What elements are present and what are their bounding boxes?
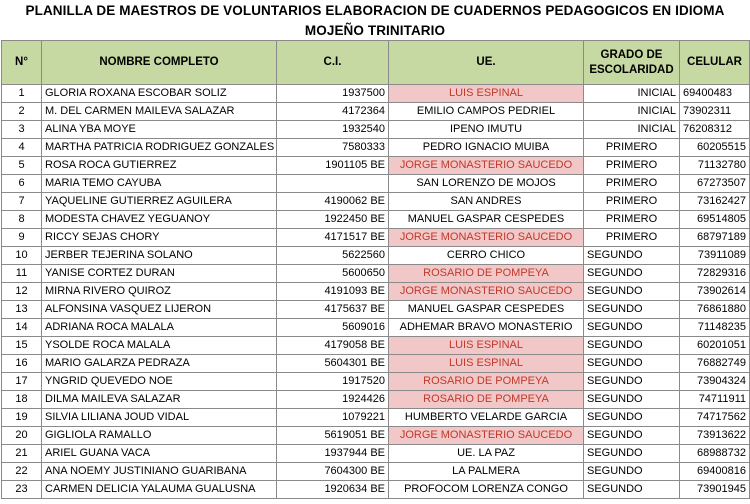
cell-grade: SEGUNDO [584,427,680,445]
cell-school: SAN ANDRES [389,193,584,211]
table-row [2,247,750,265]
cell-number: 12 [2,283,42,301]
cell-number: 9 [2,229,42,247]
cell-phone: 71148235 [680,319,750,337]
cell-phone: 76208312 [680,121,750,139]
cell-phone: 69400483 [680,85,750,103]
table-row [2,121,750,139]
cell-phone: 74711911 [680,391,750,409]
cell-phone: 71132780 [680,157,750,175]
cell-grade: SEGUNDO [584,481,680,499]
cell-school: JORGE MONASTERIO SAUCEDO [389,427,584,445]
cell-name: ROSA ROCA GUTIERREZ [42,157,277,175]
cell-school: PROFOCOM LORENZA CONGO [389,481,584,499]
cell-school: JORGE MONASTERIO SAUCEDO [389,229,584,247]
table-row [2,409,750,427]
cell-name: MODESTA CHAVEZ YEGUANOY [42,211,277,229]
cell-ci: 5609016 [277,319,389,337]
cell-phone: 69514805 [680,211,750,229]
cell-number: 19 [2,409,42,427]
cell-school: MANUEL GASPAR CESPEDES [389,211,584,229]
table-row [2,445,750,463]
cell-school: UE. LA PAZ [389,445,584,463]
cell-grade: SEGUNDO [584,301,680,319]
cell-ci: 1924426 [277,391,389,409]
cell-phone: 60205515 [680,139,750,157]
cell-grade: PRIMERO [584,175,680,193]
cell-ci: 4179058 BE [277,337,389,355]
cell-school: LUIS ESPINAL [389,85,584,103]
cell-ci: 5622560 [277,247,389,265]
cell-name: YANISE CORTEZ DURAN [42,265,277,283]
cell-grade: PRIMERO [584,229,680,247]
cell-grade: SEGUNDO [584,373,680,391]
cell-name: GLORIA ROXANA ESCOBAR SOLIZ [42,85,277,103]
cell-ci: 4175637 BE [277,301,389,319]
table-row [2,103,750,121]
header-name: NOMBRE COMPLETO [42,41,277,85]
cell-number: 16 [2,355,42,373]
cell-number: 23 [2,481,42,499]
cell-school: JORGE MONASTERIO SAUCEDO [389,157,584,175]
cell-ci: 1901105 BE [277,157,389,175]
header-school: UE. [389,41,584,85]
cell-number: 13 [2,301,42,319]
header-number: N° [2,41,42,85]
cell-name: MARIA TEMO CAYUBA [42,175,277,193]
cell-phone: 60201051 [680,337,750,355]
header-grade-line-1: GRADO DE [600,48,663,61]
cell-school: ADHEMAR BRAVO MONASTERIO [389,319,584,337]
table-row [2,229,750,247]
header-ci: C.I. [277,41,389,85]
cell-grade: SEGUNDO [584,445,680,463]
cell-name: SILVIA LILIANA JOUD VIDAL [42,409,277,427]
cell-school: ROSARIO DE POMPEYA [389,265,584,283]
cell-phone: 67273507 [680,175,750,193]
cell-number: 20 [2,427,42,445]
cell-ci: 1917520 [277,373,389,391]
cell-name: M. DEL CARMEN MAILEVA SALAZAR [42,103,277,121]
header-grade-line-2: ESCOLARIDAD [589,63,674,76]
cell-grade: PRIMERO [584,211,680,229]
cell-phone: 76861880 [680,301,750,319]
cell-name: JERBER TEJERINA SOLANO [42,247,277,265]
cell-ci: 5600650 [277,265,389,283]
cell-phone: 76882749 [680,355,750,373]
cell-grade: SEGUNDO [584,319,680,337]
table-row [2,481,750,499]
cell-ci: 1079221 [277,409,389,427]
table-row [2,337,750,355]
table-row [2,265,750,283]
cell-school: MANUEL GASPAR CESPEDES [389,301,584,319]
table-row [2,283,750,301]
table-row [2,391,750,409]
cell-phone: 73902311 [680,103,750,121]
cell-number: 1 [2,85,42,103]
cell-school: LUIS ESPINAL [389,355,584,373]
cell-number: 21 [2,445,42,463]
table-row [2,139,750,157]
cell-number: 3 [2,121,42,139]
cell-name: DILMA MAILEVA SALAZAR [42,391,277,409]
cell-phone: 73913622 [680,427,750,445]
cell-name: ALINA YBA MOYE [42,121,277,139]
table-row [2,463,750,481]
table-row [2,211,750,229]
cell-phone: 73901945 [680,481,750,499]
cell-ci: 1932540 [277,121,389,139]
cell-ci [277,175,389,193]
cell-number: 6 [2,175,42,193]
cell-ci: 4171517 BE [277,229,389,247]
cell-number: 4 [2,139,42,157]
cell-ci: 5604301 BE [277,355,389,373]
cell-name: ARIEL GUANA VACA [42,445,277,463]
cell-number: 5 [2,157,42,175]
cell-number: 10 [2,247,42,265]
cell-ci: 1922450 BE [277,211,389,229]
cell-name: YNGRID QUEVEDO NOE [42,373,277,391]
cell-school: IPENO IMUTU [389,121,584,139]
cell-grade: INICIAL [584,121,680,139]
cell-number: 7 [2,193,42,211]
cell-name: ADRIANA ROCA MALALA [42,319,277,337]
cell-grade: SEGUNDO [584,409,680,427]
cell-phone: 73902614 [680,283,750,301]
cell-name: YSOLDE ROCA MALALA [42,337,277,355]
cell-ci: 7580333 [277,139,389,157]
cell-name: GIGLIOLA RAMALLO [42,427,277,445]
cell-ci: 4190062 BE [277,193,389,211]
cell-school: PEDRO IGNACIO MUIBA [389,139,584,157]
cell-phone: 69400816 [680,463,750,481]
document-title [0,0,750,40]
header-phone: CELULAR [680,41,750,85]
cell-ci: 4191093 BE [277,283,389,301]
cell-school: LA PALMERA [389,463,584,481]
cell-number: 2 [2,103,42,121]
cell-school: EMILIO CAMPOS PEDRIEL [389,103,584,121]
cell-name: RICCY SEJAS CHORY [42,229,277,247]
cell-school: JORGE MONASTERIO SAUCEDO [389,283,584,301]
cell-grade: PRIMERO [584,139,680,157]
cell-grade: INICIAL [584,85,680,103]
table-row [2,193,750,211]
table-row [2,85,750,103]
cell-school: LUIS ESPINAL [389,337,584,355]
table-row [2,301,750,319]
cell-name: MARIO GALARZA PEDRAZA [42,355,277,373]
cell-name: YAQUELINE GUTIERREZ AGUILERA [42,193,277,211]
cell-phone: 73162427 [680,193,750,211]
cell-ci: 1937500 [277,85,389,103]
header-grade [584,41,680,85]
cell-school: HUMBERTO VELARDE GARCIA [389,409,584,427]
table-row [2,319,750,337]
cell-grade: SEGUNDO [584,247,680,265]
cell-name: MIRNA RIVERO QUIROZ [42,283,277,301]
table-row [2,175,750,193]
title-line-2: MOJEÑO TRINITARIO [304,23,446,38]
cell-ci: 1937944 BE [277,445,389,463]
teachers-table [1,40,750,499]
table-row [2,373,750,391]
cell-phone: 74717562 [680,409,750,427]
cell-grade: INICIAL [584,103,680,121]
cell-grade: PRIMERO [584,193,680,211]
cell-grade: SEGUNDO [584,355,680,373]
cell-phone: 73904324 [680,373,750,391]
cell-phone: 72829316 [680,265,750,283]
cell-number: 15 [2,337,42,355]
cell-school: ROSARIO DE POMPEYA [389,391,584,409]
cell-number: 17 [2,373,42,391]
cell-name: ALFONSINA VASQUEZ LIJERON [42,301,277,319]
table-header-row [2,41,750,85]
cell-school: SAN LORENZO DE MOJOS [389,175,584,193]
table-body [2,85,750,499]
cell-grade: SEGUNDO [584,265,680,283]
cell-number: 14 [2,319,42,337]
cell-name: ANA NOEMY JUSTINIANO GUARIBANA [42,463,277,481]
cell-grade: PRIMERO [584,157,680,175]
cell-ci: 5619051 BE [277,427,389,445]
cell-ci: 4172364 [277,103,389,121]
cell-name: CARMEN DELICIA YALAUMA GUALUSNA [42,481,277,499]
cell-number: 22 [2,463,42,481]
cell-school: CERRO CHICO [389,247,584,265]
cell-number: 8 [2,211,42,229]
cell-phone: 73911089 [680,247,750,265]
cell-grade: SEGUNDO [584,463,680,481]
title-line-1: PLANILLA DE MAESTROS DE VOLUNTARIOS ELABORACION DE CUADERNOS PEDAGOGICOS EN IDIOMA [25,3,725,18]
cell-phone: 68988732 [680,445,750,463]
table-row [2,427,750,445]
cell-grade: SEGUNDO [584,337,680,355]
table-row [2,157,750,175]
table-row [2,355,750,373]
cell-school: ROSARIO DE POMPEYA [389,373,584,391]
cell-number: 11 [2,265,42,283]
cell-ci: 7604300 BE [277,463,389,481]
cell-number: 18 [2,391,42,409]
cell-ci: 1920634 BE [277,481,389,499]
cell-grade: SEGUNDO [584,283,680,301]
cell-phone: 68797189 [680,229,750,247]
cell-name: MARTHA PATRICIA RODRIGUEZ GONZALES [42,139,277,157]
cell-grade: SEGUNDO [584,391,680,409]
